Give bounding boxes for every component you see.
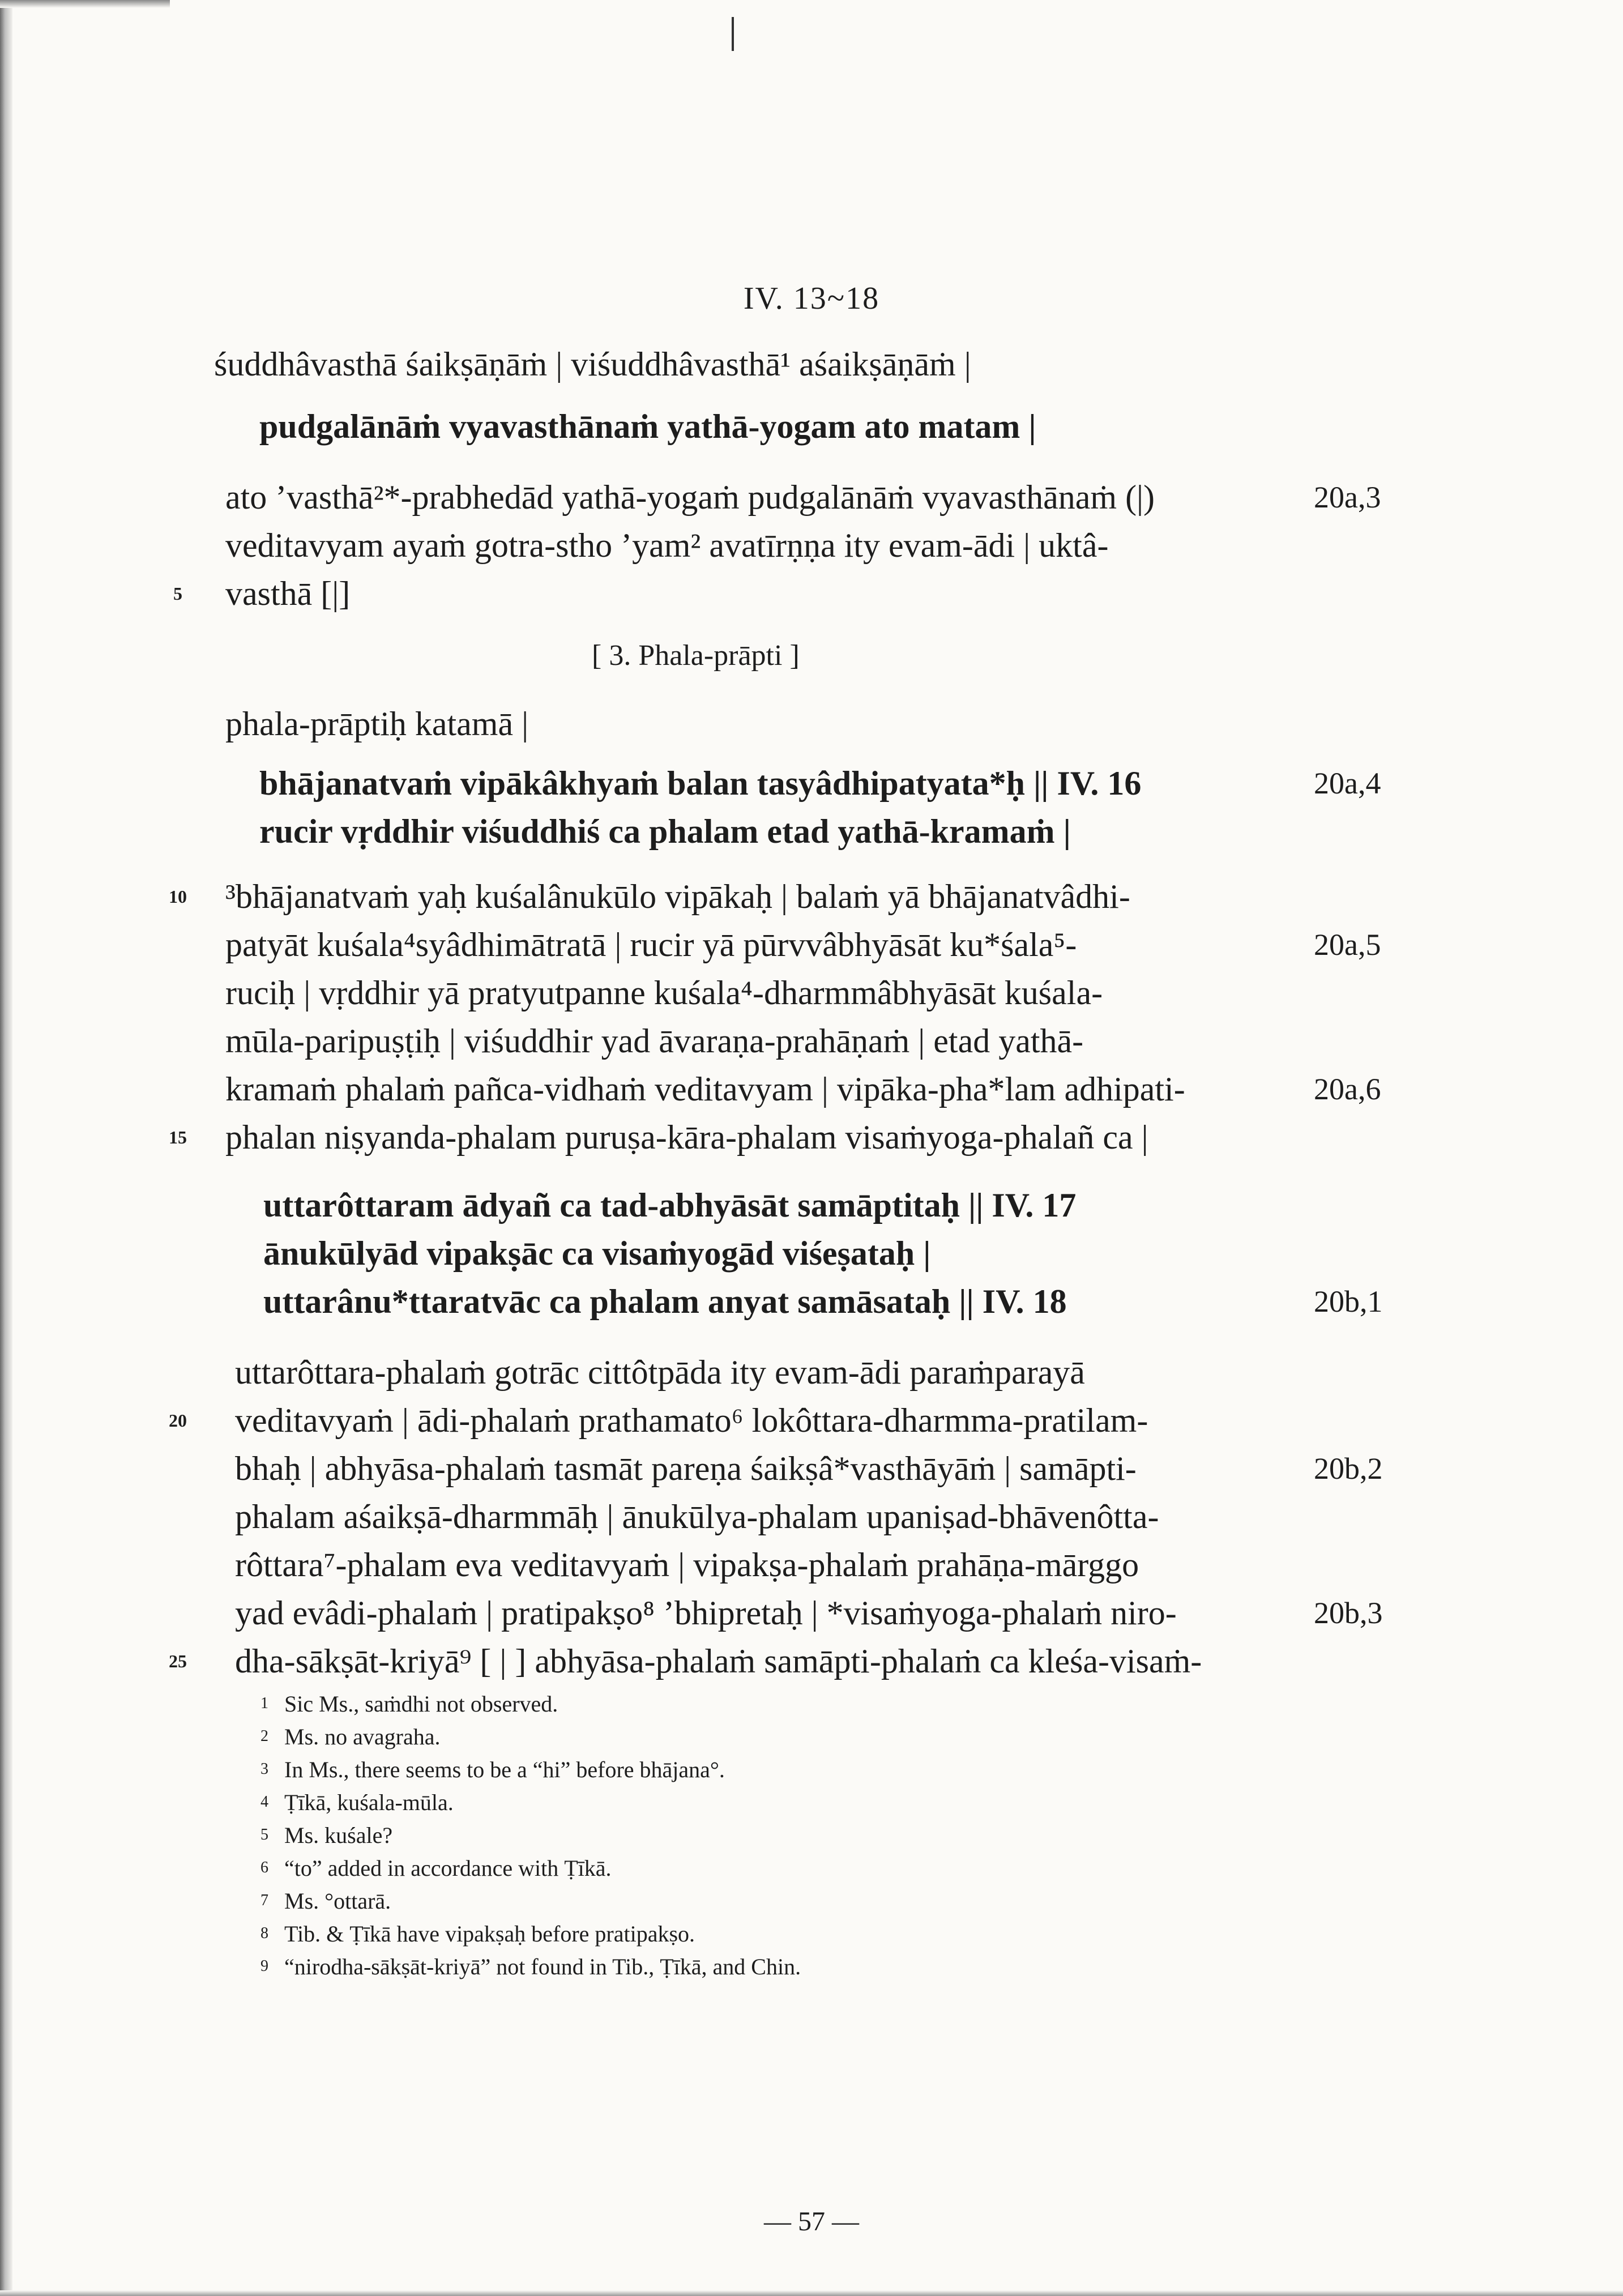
line-number: 20 bbox=[169, 1410, 187, 1431]
footnote bbox=[260, 1852, 612, 1884]
footnote-number: 9 bbox=[260, 1957, 268, 1975]
text-line: uttarôttara-phalaṁ gotrāc cittôtpāda ity evam-ādi paraṁparayā bbox=[235, 1354, 1085, 1391]
scan-edge-bottom bbox=[0, 2290, 1623, 2296]
verse-line: rucir vṛddhir viśuddhiś ca phalam etad yathā-kramaṁ | bbox=[259, 813, 1071, 850]
footnote-text: In Ms., there seems to be a “hi” before bhājana°. bbox=[284, 1757, 725, 1782]
text-line: phalan niṣyanda-phalam puruṣa-kāra-phalam visaṁyoga-phalañ ca | bbox=[225, 1119, 1148, 1156]
section-heading: [ 3. Phala-prāpti ] bbox=[592, 639, 800, 672]
text-line: ato ’vasthā²*-prabhedād yathā-yogaṁ pudgalānāṁ vyavasthānaṁ (|) bbox=[225, 479, 1155, 516]
footnote bbox=[260, 1885, 391, 1917]
footnote bbox=[260, 1918, 695, 1950]
footnote-number: 3 bbox=[260, 1760, 268, 1778]
folio-ref: 20a,5 bbox=[1314, 928, 1381, 962]
scan-edge-top bbox=[0, 0, 170, 8]
line-number: 10 bbox=[169, 886, 187, 907]
text-line: kramaṁ phalaṁ pañca-vidhaṁ veditavyam | vipāka-pha*lam adhipati- bbox=[225, 1070, 1185, 1108]
verse-line: pudgalānāṁ vyavasthānaṁ yathā-yogam ato matam | bbox=[259, 408, 1036, 445]
running-header: IV. 13~18 bbox=[743, 281, 880, 316]
verse-line: ānukūlyād vipakṣāc ca visaṁyogād viśeṣataḥ | bbox=[263, 1235, 931, 1272]
footnote-text: Tib. & Ṭīkā have vipakṣaḥ before pratipakṣo. bbox=[284, 1921, 695, 1947]
text-line: patyāt kuśala⁴syâdhimātratā | rucir yā pūrvvâbhyāsāt ku*śala⁵- bbox=[225, 926, 1077, 963]
scan-mark bbox=[732, 17, 734, 51]
footnote bbox=[260, 1819, 392, 1851]
footnote-number: 5 bbox=[260, 1826, 268, 1843]
footnote bbox=[260, 1721, 440, 1753]
text-line: rôttara⁷-phalam eva veditavyaṁ | vipakṣa-phalaṁ prahāṇa-mārggo bbox=[235, 1546, 1139, 1584]
footnote-number: 8 bbox=[260, 1924, 268, 1942]
text-line: veditavyam ayaṁ gotra-stho ’yam² avatīrṇṇa ity evam-ādi | uktâ- bbox=[225, 527, 1109, 564]
footnote bbox=[260, 1786, 454, 1819]
scan-edge-left bbox=[0, 0, 12, 2296]
text-line: phalam aśaikṣā-dharmmāḥ | ānukūlya-phalam upaniṣad-bhāvenôtta- bbox=[235, 1498, 1159, 1535]
text-line: śuddhâvasthā śaikṣāṇāṁ | viśuddhâvasthā¹ aśaikṣāṇāṁ | bbox=[214, 345, 971, 383]
folio-ref: 20b,1 bbox=[1314, 1284, 1383, 1318]
footnote-number: 1 bbox=[260, 1695, 268, 1712]
text-line: phala-prāptiḥ katamā | bbox=[225, 705, 529, 742]
text-line: yad evâdi-phalaṁ | pratipakṣo⁸ ’bhipretaḥ | *visaṁyoga-phalaṁ niro- bbox=[235, 1594, 1177, 1632]
footnote-number: 4 bbox=[260, 1793, 268, 1811]
folio-ref: 20b,2 bbox=[1314, 1452, 1383, 1486]
text-line: bhaḥ | abhyāsa-phalaṁ tasmāt pareṇa śaikṣâ*vasthāyāṁ | samāpti- bbox=[235, 1450, 1137, 1487]
verse-line: uttarôttaram ādyañ ca tad-abhyāsāt samāptitaḥ || IV. 17 bbox=[263, 1187, 1077, 1224]
folio-ref: 20b,3 bbox=[1314, 1596, 1383, 1630]
footnote-text: Ṭīkā, kuśala-mūla. bbox=[284, 1790, 454, 1815]
text-line: vasthā [|] bbox=[225, 575, 351, 612]
text-line: mūla-paripuṣṭiḥ | viśuddhir yad āvaraṇa-prahāṇaṁ | etad yathā- bbox=[225, 1022, 1084, 1060]
footnote bbox=[260, 1688, 558, 1720]
text-line: veditavyaṁ | ādi-phalaṁ prathamato⁶ lokôttara-dharmma-pratilam- bbox=[235, 1402, 1148, 1439]
folio-ref: 20a,3 bbox=[1314, 480, 1381, 514]
folio-ref: 20a,6 bbox=[1314, 1072, 1381, 1106]
text-line: ³bhājanatvaṁ yaḥ kuśalânukūlo vipākaḥ | balaṁ yā bhājanatvâdhi- bbox=[225, 878, 1130, 915]
footnote-text: Ms. no avagraha. bbox=[284, 1724, 441, 1749]
footnote-text: Sic Ms., saṁdhi not observed. bbox=[284, 1691, 558, 1717]
footnote-text: “nirodha-sākṣāt-kriyā” not found in Tib., Ṭīkā, and Chin. bbox=[284, 1954, 801, 1979]
text-line: dha-sākṣāt-kriyā⁹ [ | ] abhyāsa-phalaṁ samāpti-phalaṁ ca kleśa-visaṁ- bbox=[235, 1642, 1202, 1680]
line-number: 5 bbox=[173, 583, 182, 604]
footnote-number: 2 bbox=[260, 1727, 268, 1745]
verse-line: bhājanatvaṁ vipākâkhyaṁ balan tasyâdhipatyata*ḥ || IV. 16 bbox=[259, 765, 1142, 802]
footnote-number: 6 bbox=[260, 1859, 268, 1876]
page-number: — 57 — bbox=[764, 2207, 859, 2237]
verse-line: uttarânu*ttaratvāc ca phalam anyat samāsataḥ || IV. 18 bbox=[263, 1283, 1067, 1320]
text-line: ruciḥ | vṛddhir yā pratyutpanne kuśala⁴-dharmmâbhyāsāt kuśala- bbox=[225, 974, 1103, 1012]
footnote-text: Ms. °ottarā. bbox=[284, 1888, 391, 1914]
footnote bbox=[260, 1753, 725, 1786]
footnote-text: “to” added in accordance with Ṭīkā. bbox=[284, 1855, 612, 1881]
line-number: 25 bbox=[169, 1651, 187, 1671]
footnote-text: Ms. kuśale? bbox=[284, 1823, 393, 1848]
folio-ref: 20a,4 bbox=[1314, 766, 1381, 800]
line-number: 15 bbox=[169, 1127, 187, 1147]
footnote-number: 7 bbox=[260, 1892, 268, 1909]
footnote bbox=[260, 1951, 801, 1983]
